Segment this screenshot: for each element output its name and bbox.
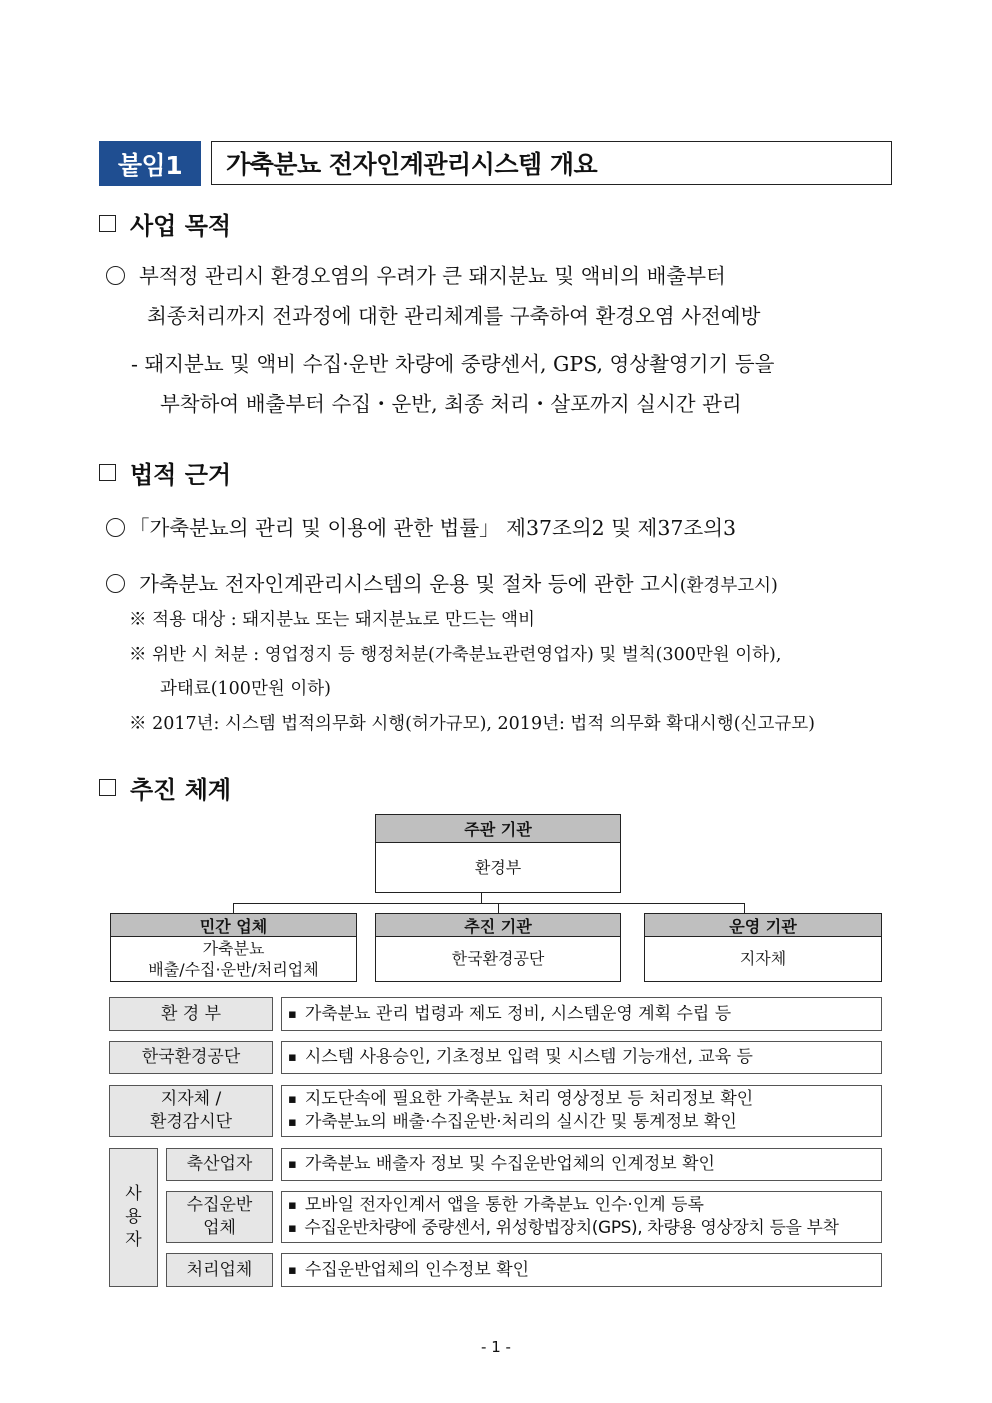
purpose-sub-line1: - 돼지분뇨 및 액비 수집·운반 차량에 중량센서, GPS, 영상촬영기기 등을 [131, 352, 775, 376]
connector-line [233, 903, 234, 913]
role-label-line: 지자체 / [160, 1089, 222, 1110]
section-heading-text: 사업 목적 [130, 212, 232, 240]
legal-note-2-line1: ※ 위반 시 처분 : 영업정지 등 행정처분(가축분뇨관련영업자) 및 벌칙(300만원 이하), [129, 645, 782, 665]
org-box-head: 민간 업체 [111, 914, 356, 937]
section-heading-legal [99, 455, 231, 490]
org-box-body: 한국환경공단 [451, 949, 545, 969]
org-box-head: 운영 기관 [645, 914, 881, 937]
role-desc-item: ▪ 가축분뇨 관리 법령과 제도 정비, 시스템운영 계획 수립 등 [288, 1003, 881, 1026]
role-label-line: 수집운반 [186, 1195, 253, 1216]
role-desc-item: ▪ 지도단속에 필요한 가축분뇨 처리 영상정보 등 처리정보 확인 [288, 1088, 881, 1111]
legal-paragraph-2 [106, 567, 778, 597]
purpose-text-1: 부적정 관리시 환경오염의 우려가 큰 돼지분뇨 및 액비의 배출부터 [139, 264, 726, 288]
connector-line [744, 903, 745, 913]
org-box-head: 주관 기관 [376, 815, 620, 843]
org-box-body-line: 가축분뇨 [202, 938, 265, 958]
section-heading-text: 추진 체계 [130, 776, 232, 804]
role-desc-livestock [281, 1148, 882, 1181]
role-label-local [109, 1085, 273, 1137]
attachment-tag: 붙임1 [99, 141, 201, 186]
role-desc-item: ▪ 가축분뇨의 배출·수집운반·처리의 실시간 및 통계정보 확인 [288, 1111, 881, 1134]
checkbox-square-icon [99, 215, 116, 232]
page-number: - 1 - [481, 1338, 511, 1356]
legal-note-2-line2: 과태료(100만원 이하) [160, 679, 331, 699]
purpose-paragraph-line1 [106, 259, 726, 289]
purpose-paragraph-line2: 최종처리까지 전과정에 대한 관리체계를 구축하여 환경오염 사전예방 [147, 304, 761, 328]
org-box-left [110, 913, 357, 982]
checkbox-square-icon [99, 464, 116, 481]
section-heading-purpose [99, 206, 231, 241]
role-label-transport [166, 1191, 273, 1243]
role-label-line: 환경감시단 [149, 1112, 233, 1132]
checkbox-square-icon [99, 779, 116, 796]
org-box-body: 지자체 [739, 949, 787, 969]
role-label-keco: 한국환경공단 [109, 1041, 273, 1074]
org-box-right [644, 913, 882, 982]
org-box-middle [375, 913, 621, 982]
legal-text-1: 「가축분뇨의 관리 및 이용에 관한 법률」 제37조의2 및 제37조의3 [129, 516, 737, 540]
section-heading-text: 법적 근거 [130, 461, 232, 489]
role-desc-item: ▪ 가축분뇨 배출자 정보 및 수집운반업체의 인계정보 확인 [288, 1153, 881, 1176]
org-box-body [111, 937, 356, 982]
org-box-body: 환경부 [474, 857, 522, 877]
role-label-line: 업체 [203, 1218, 236, 1238]
circle-bullet-icon [106, 518, 125, 537]
role-desc-keco [281, 1041, 882, 1074]
role-desc-transport [281, 1191, 882, 1243]
role-desc-item: ▪ 시스템 사용승인, 기초정보 입력 및 시스템 기능개선, 교육 등 [288, 1046, 881, 1069]
role-label-env-ministry: 환 경 부 [109, 997, 273, 1031]
circle-bullet-icon [106, 574, 125, 593]
role-label-livestock: 축산업자 [166, 1148, 273, 1181]
role-desc-local [281, 1085, 882, 1137]
legal-note-1: ※ 적용 대상 : 돼지분뇨 또는 돼지분뇨로 만드는 액비 [129, 610, 535, 630]
role-label-processor: 처리업체 [166, 1253, 273, 1287]
legal-text-2: 가축분뇨 전자인계관리시스템의 운용 및 절차 등에 관한 고시 [139, 572, 680, 596]
role-label-char: 자 [125, 1229, 142, 1250]
role-desc-item: ▪ 수집운반업체의 인수정보 확인 [288, 1259, 881, 1282]
role-label-users [109, 1148, 158, 1287]
circle-bullet-icon [106, 266, 125, 285]
section-heading-system [99, 770, 231, 805]
org-box-body-line: 배출/수집·운반/처리업체 [148, 959, 319, 979]
role-desc-env-ministry [281, 997, 882, 1031]
legal-text-2-suffix: (환경부고시) [679, 576, 778, 596]
legal-paragraph-1 [106, 511, 736, 541]
org-box-top [375, 814, 621, 893]
role-desc-processor [281, 1253, 882, 1287]
connector-line [481, 893, 482, 903]
legal-note-3: ※ 2017년: 시스템 법적의무화 시행(허가규모), 2019년: 법적 의무화 확대시행(신고규모) [129, 714, 815, 734]
purpose-sub-line2: 부착하여 배출부터 수집・운반, 최종 처리・살포까지 실시간 관리 [160, 392, 742, 416]
role-desc-item: ▪ 수집운반차량에 중량센서, 위성항법장치(GPS), 차량용 영상장치 등을 부착 [288, 1217, 881, 1240]
org-box-head: 추진 기관 [376, 914, 620, 937]
document-title: 가축분뇨 전자인계관리시스템 개요 [211, 141, 892, 185]
role-label-char: 사 [125, 1184, 142, 1205]
role-desc-item: ▪ 모바일 전자인계서 앱을 통한 가축분뇨 인수·인계 등록 [288, 1194, 881, 1217]
connector-line [498, 903, 499, 913]
connector-line [233, 903, 745, 904]
role-label-char: 용 [125, 1207, 142, 1228]
